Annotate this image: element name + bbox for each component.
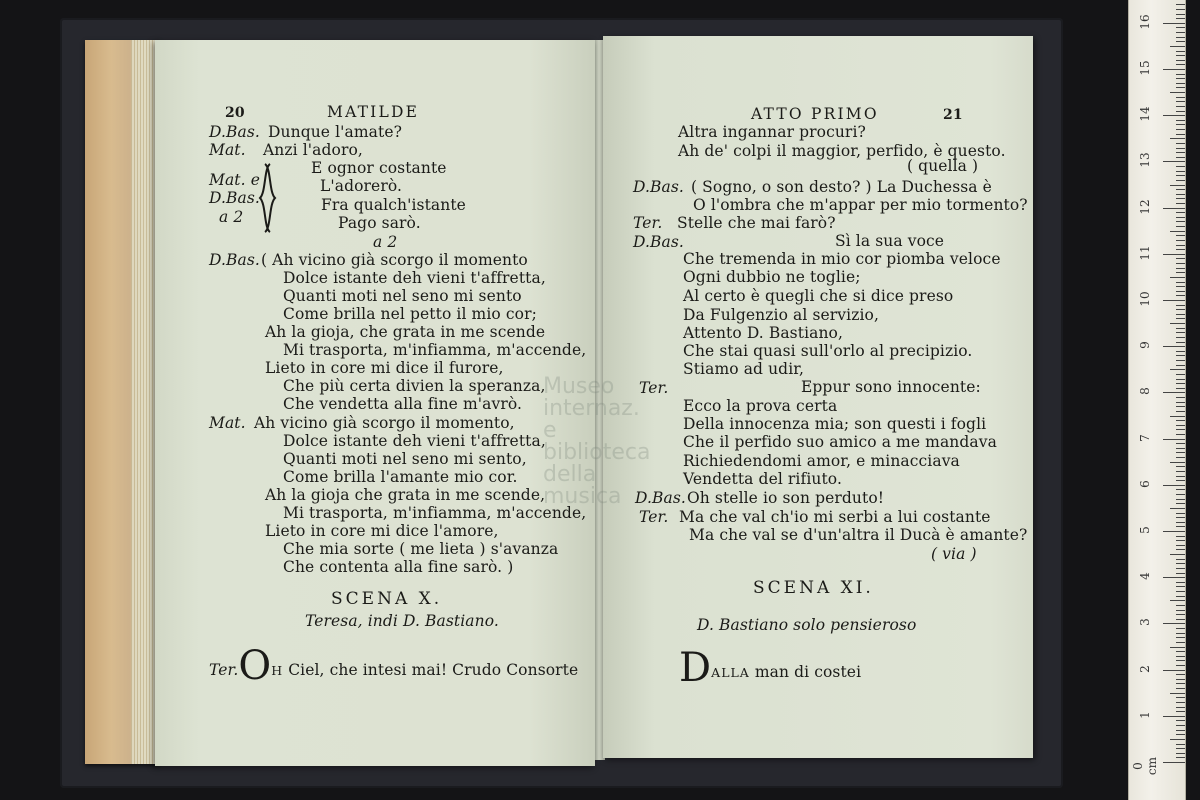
ruler-tick (1176, 221, 1185, 222)
verse-line: man di costei (754, 663, 862, 681)
ruler-tick (1176, 120, 1185, 121)
small-caps: ALLA (711, 665, 750, 680)
verse-line: Eppur sono innocente: (801, 378, 981, 396)
ruler-tick (1176, 397, 1185, 398)
ruler-number: 8 (1138, 387, 1152, 396)
ruler-tick (1176, 383, 1185, 384)
verse-line: Mi trasporta, m'infiamma, m'accende, (283, 341, 587, 359)
verse-line: ( Sogno, o son desto? ) La Duchessa è (691, 178, 992, 196)
ruler-tick (1176, 240, 1185, 241)
ruler-tick (1176, 434, 1185, 435)
verse-line: Al certo è quegli che si dice preso (683, 287, 954, 305)
page-edges (85, 40, 160, 764)
verse-line: Ah la gioja, che grata in me scende (265, 323, 546, 341)
verse-line: Ogni dubbio ne toglie; (683, 268, 861, 286)
ruler-tick (1170, 231, 1185, 232)
ruler-tick (1176, 74, 1185, 75)
verse-line: Altra ingannar procuri? (678, 123, 866, 141)
verse-line: Come brilla nel petto il mio cor; (283, 305, 537, 323)
speaker: Mat. e (209, 171, 260, 189)
ruler-tick (1170, 138, 1185, 139)
ruler-tick (1170, 369, 1185, 370)
speaker: D.Bas. (209, 189, 260, 207)
ruler-tick (1176, 148, 1185, 149)
ruler-number: 16 (1138, 14, 1152, 30)
ruler-tick (1163, 670, 1185, 671)
ruler-tick (1176, 157, 1185, 158)
ruler-tick (1176, 379, 1185, 380)
ruler-tick (1163, 531, 1185, 532)
speaker: D.Bas. (209, 123, 260, 141)
ruler-tick (1163, 716, 1185, 717)
ruler-tick (1176, 309, 1185, 310)
verse-line: O l'ombra che m'appar per mio tormento? (693, 196, 1028, 214)
small-caps: H (271, 663, 284, 678)
ruler-tick (1176, 679, 1185, 680)
ruler-tick (1170, 462, 1185, 463)
ruler-tick (1163, 439, 1185, 440)
ruler-tick (1163, 762, 1185, 763)
verse-line: Quanti moti nel seno mi sento, (283, 450, 527, 468)
verse-line: Dunque l'amate? (268, 123, 403, 141)
verse-line: Come brilla l'amante mio cor. (283, 468, 518, 486)
ruler-tick (1176, 651, 1185, 652)
verse-line: ( Ah vicino già scorgo il momento (261, 251, 528, 269)
ruler-tick (1176, 536, 1185, 537)
drop-cap: O (238, 643, 272, 689)
ruler-tick (1163, 346, 1185, 347)
ruler-tick (1176, 711, 1185, 712)
ruler-tick (1163, 392, 1185, 393)
ruler-tick (1176, 744, 1185, 745)
ruler-tick (1170, 600, 1185, 601)
ruler-tick (1176, 637, 1185, 638)
verse-line: Oh stelle io son perduto! (687, 489, 885, 507)
ruler-tick (1176, 494, 1185, 495)
verse-line: Lieto in core mi dice il furore, (265, 359, 504, 377)
ruler-tick (1176, 582, 1185, 583)
ruler-unit-label: 0 cm (1131, 756, 1159, 776)
ruler-tick (1176, 406, 1185, 407)
stage-direction: a 2 (373, 233, 398, 251)
ruler-tick (1170, 416, 1185, 417)
ruler-tick (1176, 402, 1185, 403)
verse-line: Stelle che mai farò? (677, 214, 836, 232)
ruler-tick (1176, 194, 1185, 195)
ruler-tick (1176, 448, 1185, 449)
scene-subtitle: D. Bastiano solo pensieroso (697, 616, 917, 634)
running-header: MATILDE (327, 103, 420, 121)
ruler-tick (1170, 277, 1185, 278)
ruler-tick (1176, 526, 1185, 527)
ruler-number: 12 (1138, 198, 1152, 215)
scene-opening (209, 643, 579, 689)
right-page (603, 36, 1033, 758)
ruler-tick (1176, 610, 1185, 611)
ruler-tick (1176, 573, 1185, 574)
ruler-tick (1170, 693, 1185, 694)
ruler-tick (1176, 152, 1185, 153)
speaker: Mat. (209, 414, 246, 432)
verse-line: Che stai quasi sull'orlo al precipizio. (683, 342, 973, 360)
ruler-tick (1176, 642, 1185, 643)
ruler-tick (1176, 134, 1185, 135)
ruler-number: 15 (1138, 60, 1152, 76)
verse-line: Ma che val ch'io mi serbi a lui costante (679, 508, 991, 526)
ruler-tick (1176, 633, 1185, 634)
verse-line: Ah la gioja che grata in me scende, (265, 486, 546, 504)
verse-line: Mi trasporta, m'infiamma, m'accende, (283, 504, 587, 522)
stage-direction: ( via ) (931, 545, 977, 563)
ruler-tick (1176, 60, 1185, 61)
ruler-tick (1176, 41, 1185, 42)
ruler-tick (1176, 513, 1185, 514)
ruler-tick (1176, 351, 1185, 352)
ruler-tick (1176, 18, 1185, 19)
ruler-tick (1163, 254, 1185, 255)
ruler-tick (1163, 115, 1185, 116)
ruler-tick (1176, 51, 1185, 52)
ruler-tick (1176, 568, 1185, 569)
ruler-tick (1176, 457, 1185, 458)
ruler-tick (1163, 23, 1185, 24)
verse-line: Che tremenda in mio cor piomba veloce (683, 250, 1001, 268)
speaker: D.Bas. (633, 178, 684, 196)
verse-line: Che mia sorte ( me lieta ) s'avanza (283, 540, 559, 558)
verse-line: Ma che val se d'un'altra il Ducà è amante? (689, 526, 1028, 544)
measurement-ruler (1128, 0, 1186, 800)
ruler-tick (1176, 27, 1185, 28)
ruler-tick (1176, 614, 1185, 615)
ruler-number: 10 (1138, 291, 1152, 307)
ruler-tick (1176, 545, 1185, 546)
ruler-tick (1176, 87, 1185, 88)
ruler-tick (1163, 485, 1185, 486)
ruler-tick (1176, 549, 1185, 550)
speaker: Ter. (633, 214, 663, 232)
left-page (155, 40, 595, 766)
ruler-tick (1163, 161, 1185, 162)
ruler-tick (1176, 4, 1185, 5)
ruler-tick (1176, 328, 1185, 329)
verse-line: Della innocenza mia; son questi i fogli (683, 415, 987, 433)
ruler-tick (1176, 332, 1185, 333)
ruler-tick (1176, 175, 1185, 176)
ruler-tick (1170, 185, 1185, 186)
verse-line: Dolce istante deh vieni t'affretta, (283, 269, 546, 287)
ruler-tick (1170, 739, 1185, 740)
scene-title: SCENA XI. (753, 578, 874, 598)
ruler-number: 2 (1138, 664, 1152, 673)
ruler-tick (1176, 425, 1185, 426)
ruler-tick (1176, 360, 1185, 361)
ruler-tick (1176, 55, 1185, 56)
speaker: D.Bas. (209, 251, 260, 269)
library-watermark: Museo internaz. e biblioteca della musica (543, 376, 651, 506)
ruler-tick (1176, 471, 1185, 472)
ruler-tick (1176, 665, 1185, 666)
ruler-tick (1163, 208, 1185, 209)
scene-opening (679, 645, 862, 691)
ruler-tick (1176, 263, 1185, 264)
ruler-tick (1176, 37, 1185, 38)
running-header: ATTO PRIMO (751, 105, 879, 123)
verse-line: Che il perfido suo amico a me mandava (683, 433, 997, 451)
verse-line: Ah vicino già scorgo il momento, (254, 414, 515, 432)
ruler-tick (1176, 660, 1185, 661)
ruler-tick (1176, 101, 1185, 102)
ruler-tick (1176, 171, 1185, 172)
ruler-tick (1176, 489, 1185, 490)
ruler-tick (1176, 14, 1185, 15)
speaker: D.Bas. (635, 489, 686, 507)
ruler-tick (1176, 748, 1185, 749)
ruler-number: 14 (1138, 106, 1152, 122)
ruler-tick (1176, 282, 1185, 283)
verse-line: Ah de' colpi il maggior, perfido, è questo. (678, 142, 1006, 160)
ruler-tick (1170, 554, 1185, 555)
verse-line: ( quella ) (907, 157, 979, 175)
ruler-tick (1170, 647, 1185, 648)
verse-line: Che contenta alla fine sarò. ) (283, 558, 514, 576)
ruler-tick (1176, 226, 1185, 227)
ruler-tick (1176, 480, 1185, 481)
verse-line: Che vendetta alla fine m'avrò. (283, 395, 523, 413)
verse-line: Dolce istante deh vieni t'affretta, (283, 432, 546, 450)
ruler-tick (1176, 466, 1185, 467)
ruler-tick (1170, 92, 1185, 93)
ruler-tick (1163, 623, 1185, 624)
verse-line: Anzi l'adoro, (263, 141, 363, 159)
verse-line: Fra qualch'istante (321, 196, 466, 214)
ruler-tick (1176, 619, 1185, 620)
ruler-tick (1176, 563, 1185, 564)
ruler-tick (1176, 540, 1185, 541)
ruler-number: 6 (1138, 479, 1152, 488)
ruler-tick (1176, 420, 1185, 421)
verse-line: Da Fulgenzio al servizio, (683, 306, 880, 324)
ruler-number: 5 (1138, 526, 1152, 534)
ruler-tick (1176, 143, 1185, 144)
ruler-number: 3 (1138, 618, 1152, 627)
ruler-tick (1176, 683, 1185, 684)
verse-line: Vendetta del rifiuto. (683, 470, 842, 488)
ruler-tick (1176, 314, 1185, 315)
ruler-tick (1176, 268, 1185, 269)
ruler-tick (1176, 753, 1185, 754)
ruler-tick (1176, 757, 1185, 758)
scene-title: SCENA X. (331, 589, 443, 609)
ruler-number: 13 (1138, 152, 1152, 169)
ruler-tick (1176, 522, 1185, 523)
ruler-tick (1176, 342, 1185, 343)
ruler-tick (1170, 508, 1185, 509)
ruler-tick (1176, 295, 1185, 296)
ruler-tick (1176, 702, 1185, 703)
speaker: Ter. (639, 379, 669, 397)
ruler-tick (1176, 365, 1185, 366)
verse-line: Pago sarò. (338, 214, 421, 232)
ruler-tick (1176, 83, 1185, 84)
speaker: Ter. (209, 661, 239, 679)
ruler-tick (1176, 305, 1185, 306)
ruler-tick (1176, 596, 1185, 597)
ruler-tick (1176, 707, 1185, 708)
ruler-tick (1176, 337, 1185, 338)
ruler-tick (1170, 46, 1185, 47)
ruler-tick (1176, 78, 1185, 79)
ruler-tick (1176, 106, 1185, 107)
ruler-tick (1176, 411, 1185, 412)
ruler-tick (1176, 734, 1185, 735)
verse-line: Richiedendomi amor, e minacciava (683, 452, 960, 470)
drop-cap: D (679, 645, 712, 691)
ruler-tick (1176, 291, 1185, 292)
verse-line: Ecco la prova certa (683, 397, 838, 415)
ruler-tick (1176, 9, 1185, 10)
verse-line: Lieto in core mi dice l'amore, (265, 522, 499, 540)
verse-line: Stiamo ad udir, (683, 360, 805, 378)
ruler-number: 9 (1138, 341, 1152, 350)
ruler-tick (1176, 129, 1185, 130)
page-number: 21 (943, 107, 963, 123)
ruler-tick (1163, 69, 1185, 70)
ruler-tick (1176, 249, 1185, 250)
ruler-tick (1176, 166, 1185, 167)
ruler-tick (1176, 503, 1185, 504)
speaker: D.Bas. (633, 233, 684, 251)
ruler-tick (1176, 628, 1185, 629)
ruler-tick (1176, 443, 1185, 444)
ruler-tick (1176, 258, 1185, 259)
ruler-tick (1176, 180, 1185, 181)
ruler-tick (1176, 586, 1185, 587)
verse-line: E ognor costante (311, 159, 447, 177)
ruler-tick (1176, 374, 1185, 375)
ruler-tick (1176, 429, 1185, 430)
ruler-tick (1176, 97, 1185, 98)
ruler-tick (1176, 591, 1185, 592)
ruler-number: 4 (1138, 572, 1152, 581)
ruler-tick (1176, 203, 1185, 204)
ruler-tick (1176, 730, 1185, 731)
ruler-number: 1 (1138, 710, 1152, 719)
verse-line: Che più certa divien la speranza, (283, 377, 546, 395)
ruler-tick (1176, 388, 1185, 389)
ruler-tick (1163, 577, 1185, 578)
ruler-tick (1176, 212, 1185, 213)
verse-line: Sì la sua voce (835, 232, 945, 250)
ruler-tick (1176, 674, 1185, 675)
speaker: a 2 (219, 208, 244, 226)
page-number: 20 (225, 105, 245, 121)
ruler-tick (1176, 476, 1185, 477)
ruler-tick (1176, 720, 1185, 721)
ruler-tick (1176, 198, 1185, 199)
ruler-tick (1176, 559, 1185, 560)
ruler-tick (1176, 235, 1185, 236)
scene-subtitle: Teresa, indi D. Bastiano. (305, 612, 499, 630)
ruler-tick (1176, 725, 1185, 726)
ruler-tick (1176, 452, 1185, 453)
speaker: Ter. (639, 508, 669, 526)
ruler-number: 7 (1138, 433, 1152, 442)
ruler-tick (1170, 323, 1185, 324)
ruler-tick (1176, 318, 1185, 319)
ruler-tick (1176, 124, 1185, 125)
ruler-tick (1176, 217, 1185, 218)
ruler-tick (1176, 189, 1185, 190)
verse-line: Ciel, che intesi mai! Crudo Consorte (288, 661, 579, 679)
speaker: Mat. (209, 141, 246, 159)
ruler-tick (1176, 605, 1185, 606)
ruler-tick (1176, 355, 1185, 356)
ruler-tick (1163, 300, 1185, 301)
ruler-tick (1176, 64, 1185, 65)
verse-line: Quanti moti nel seno mi sento (283, 287, 522, 305)
brace-icon (259, 162, 279, 234)
ruler-tick (1176, 286, 1185, 287)
ruler-tick (1176, 517, 1185, 518)
ruler-tick (1176, 272, 1185, 273)
ruler-tick (1176, 688, 1185, 689)
ruler-tick (1176, 697, 1185, 698)
verse-line: L'adorerò. (320, 177, 403, 195)
ruler-tick (1176, 32, 1185, 33)
ruler-tick (1176, 111, 1185, 112)
ruler-tick (1176, 245, 1185, 246)
ruler-number: 11 (1138, 245, 1152, 261)
ruler-tick (1176, 656, 1185, 657)
verse-line: Attento D. Bastiano, (683, 324, 844, 342)
ruler-tick (1176, 499, 1185, 500)
